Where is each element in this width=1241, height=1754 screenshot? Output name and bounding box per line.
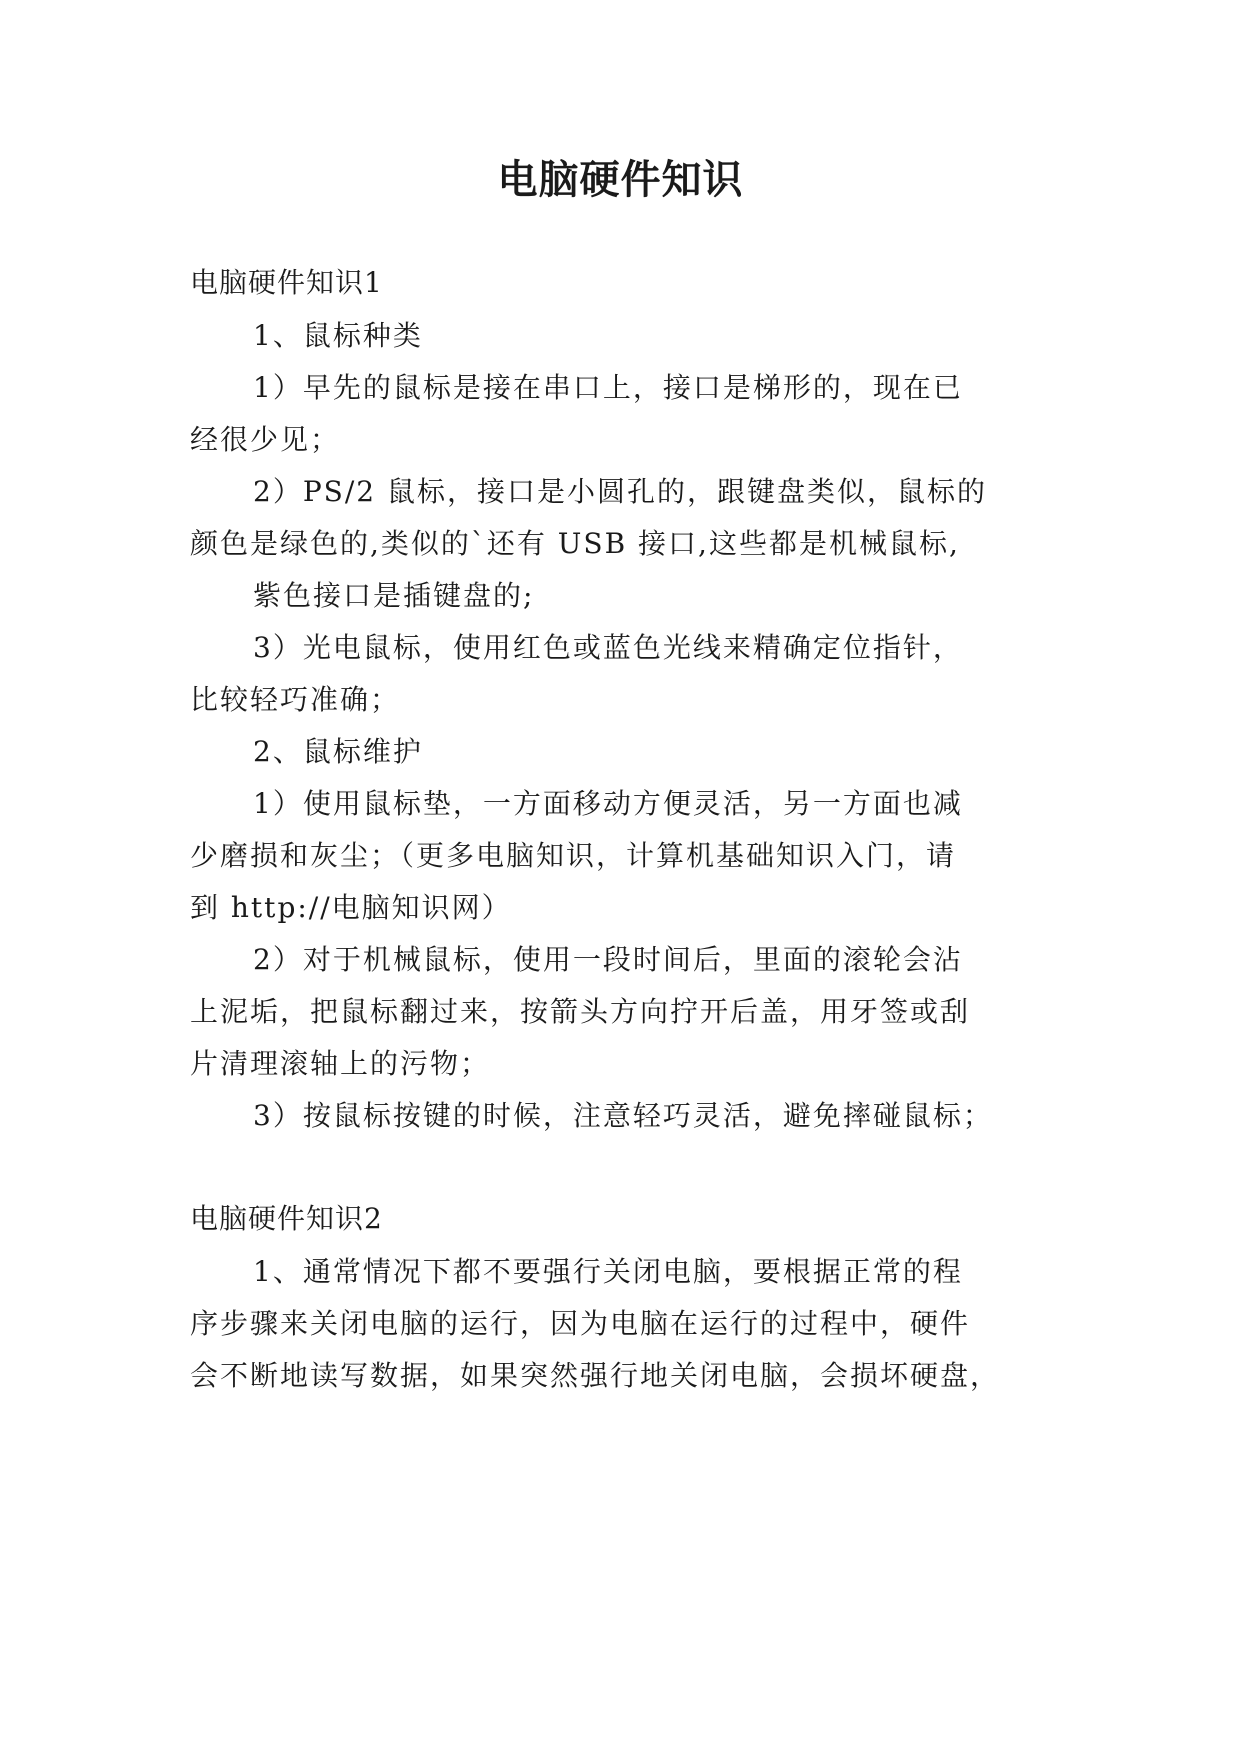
paragraph-line: 3）光电鼠标，使用红色或蓝色光线来精确定位指针， [253, 631, 963, 664]
paragraph-line: 1）早先的鼠标是接在串口上，接口是梯形的，现在已 [253, 371, 963, 404]
paragraph-line: 2）PS/2 鼠标，接口是小圆孔的，跟键盘类似，鼠标的 [253, 475, 987, 508]
section-heading-1: 电脑硬件知识1 [190, 266, 383, 299]
subheading-mouse-maintenance: 2、鼠标维护 [253, 735, 423, 768]
document-title: 电脑硬件知识 [497, 157, 744, 203]
paragraph-line: 会不断地读写数据，如果突然强行地关闭电脑，会损坏硬盘， [190, 1359, 1001, 1392]
section-heading-2: 电脑硬件知识2 [190, 1202, 383, 1235]
paragraph-line: 紫色接口是插键盘的; [253, 579, 535, 612]
paragraph-line: 颜色是绿色的,类似的`还有 USB 接口,这些都是机械鼠标, [190, 527, 960, 560]
subheading-mouse-types: 1、鼠标种类 [253, 319, 423, 352]
paragraph-line: 到 http://电脑知识网） [190, 891, 512, 924]
paragraph-line: 3）按鼠标按键的时候，注意轻巧灵活，避免摔碰鼠标； [253, 1099, 993, 1132]
paragraph-line: 少磨损和灰尘；（更多电脑知识，计算机基础知识入门，请 [190, 839, 957, 872]
paragraph-line: 1）使用鼠标垫，一方面移动方便灵活，另一方面也减 [253, 787, 963, 820]
paragraph-line: 上泥垢，把鼠标翻过来，按箭头方向拧开后盖，用牙签或刮 [190, 995, 971, 1028]
paragraph-line: 1、通常情况下都不要强行关闭电脑，要根据正常的程 [253, 1255, 963, 1288]
paragraph-line: 片清理滚轴上的污物； [190, 1047, 491, 1080]
paragraph-line: 2）对于机械鼠标，使用一段时间后，里面的滚轮会沾 [253, 943, 963, 976]
paragraph-line: 经很少见； [190, 423, 341, 456]
paragraph-line: 序步骤来关闭电脑的运行，因为电脑在运行的过程中，硬件 [190, 1307, 971, 1340]
paragraph-line: 比较轻巧准确； [190, 683, 401, 716]
